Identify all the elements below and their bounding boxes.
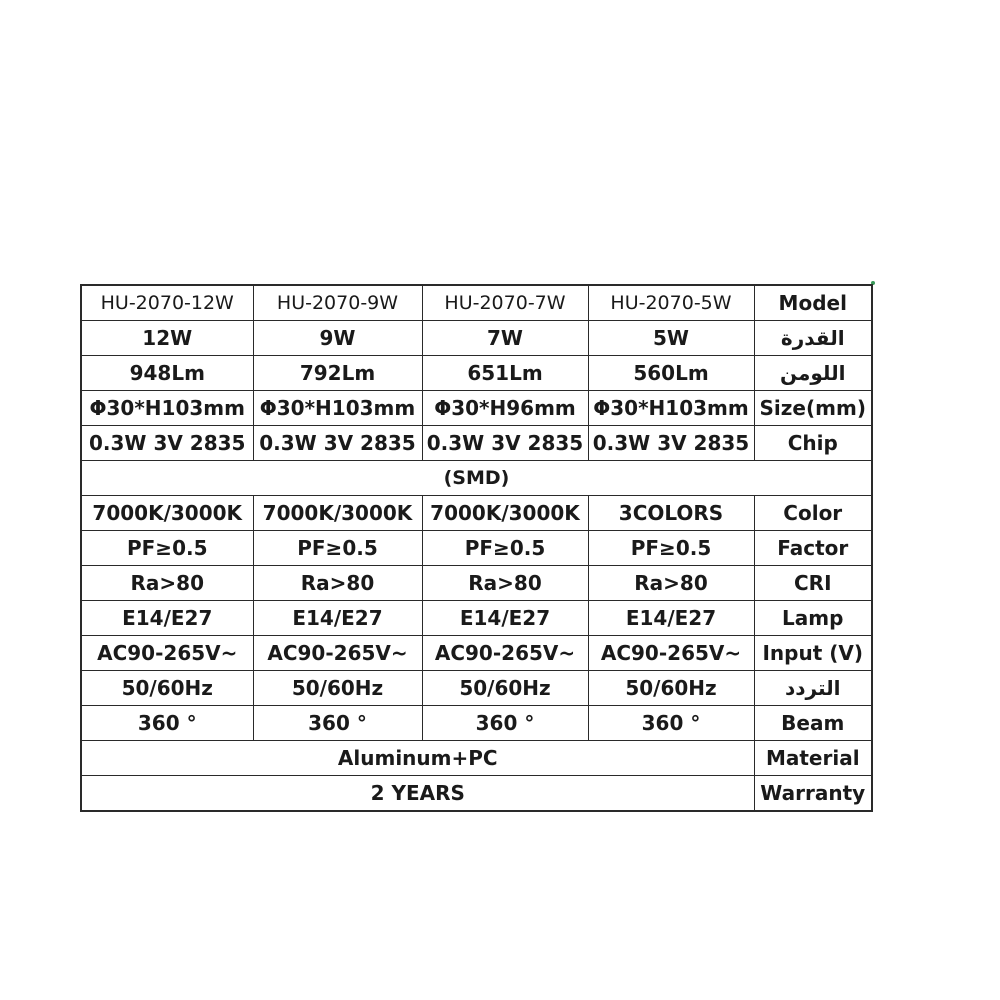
value-cell: E14/E27: [588, 601, 754, 636]
warranty-value: 2 YEARS: [81, 776, 754, 812]
table-row-cri: [81, 566, 872, 601]
row-label: Factor: [754, 531, 872, 566]
value-cell: 360 °: [588, 706, 754, 741]
value-cell: 0.3W 3V 2835: [588, 426, 754, 461]
table-row-warranty: [81, 776, 872, 812]
table-row-power: [81, 321, 872, 356]
value-cell: E14/E27: [253, 601, 422, 636]
value-cell: 360 °: [81, 706, 253, 741]
value-cell: 651Lm: [422, 356, 588, 391]
value-cell: Ra>80: [588, 566, 754, 601]
value-cell: PF≥0.5: [422, 531, 588, 566]
value-cell: Φ30*H103mm: [253, 391, 422, 426]
value-cell: 9W: [253, 321, 422, 356]
value-cell: 12W: [81, 321, 253, 356]
value-cell: 792Lm: [253, 356, 422, 391]
model-cell: HU-2070-12W: [81, 285, 253, 321]
row-label: Size(mm): [754, 391, 872, 426]
value-cell: AC90-265V~: [81, 636, 253, 671]
spec-table: [80, 284, 873, 812]
value-cell: 360 °: [253, 706, 422, 741]
table-row-lumen: [81, 356, 872, 391]
value-cell: 50/60Hz: [422, 671, 588, 706]
table-row-material: [81, 741, 872, 776]
table-row-beam: [81, 706, 872, 741]
value-cell: Ra>80: [81, 566, 253, 601]
model-cell: HU-2070-5W: [588, 285, 754, 321]
value-cell: 50/60Hz: [81, 671, 253, 706]
material-value: Aluminum+PC: [81, 741, 754, 776]
row-label: القدرة: [754, 321, 872, 356]
value-cell: 360 °: [422, 706, 588, 741]
row-label: Chip: [754, 426, 872, 461]
table-row-size: [81, 391, 872, 426]
value-cell: 50/60Hz: [253, 671, 422, 706]
value-cell: 3COLORS: [588, 496, 754, 531]
table-row-input: [81, 636, 872, 671]
table-row-lamp: [81, 601, 872, 636]
value-cell: Φ30*H103mm: [588, 391, 754, 426]
table-row-color: [81, 496, 872, 531]
row-label: Material: [754, 741, 872, 776]
value-cell: AC90-265V~: [588, 636, 754, 671]
row-label: Lamp: [754, 601, 872, 636]
value-cell: 560Lm: [588, 356, 754, 391]
row-label: التردد: [754, 671, 872, 706]
row-label: Input (V): [754, 636, 872, 671]
value-cell: 948Lm: [81, 356, 253, 391]
model-cell: HU-2070-7W: [422, 285, 588, 321]
value-cell: PF≥0.5: [588, 531, 754, 566]
row-label: Beam: [754, 706, 872, 741]
value-cell: Ra>80: [253, 566, 422, 601]
value-cell: PF≥0.5: [253, 531, 422, 566]
value-cell: E14/E27: [81, 601, 253, 636]
value-cell: 0.3W 3V 2835: [422, 426, 588, 461]
row-label: Warranty: [754, 776, 872, 812]
table-row-chip-note: [81, 461, 872, 496]
value-cell: Ra>80: [422, 566, 588, 601]
model-cell: HU-2070-9W: [253, 285, 422, 321]
value-cell: Φ30*H96mm: [422, 391, 588, 426]
value-cell: E14/E27: [422, 601, 588, 636]
row-label: Model: [754, 285, 872, 321]
value-cell: AC90-265V~: [253, 636, 422, 671]
table-row-frequency: [81, 671, 872, 706]
value-cell: PF≥0.5: [81, 531, 253, 566]
table-row-model: [81, 285, 872, 321]
value-cell: Φ30*H103mm: [81, 391, 253, 426]
value-cell: 7000K/3000K: [422, 496, 588, 531]
value-cell: 0.3W 3V 2835: [81, 426, 253, 461]
value-cell: AC90-265V~: [422, 636, 588, 671]
row-label: اللومن: [754, 356, 872, 391]
value-cell: 50/60Hz: [588, 671, 754, 706]
value-cell: 7000K/3000K: [253, 496, 422, 531]
value-cell: 0.3W 3V 2835: [253, 426, 422, 461]
table-row-chip: [81, 426, 872, 461]
chip-note-cell: (SMD): [81, 461, 872, 496]
row-label: Color: [754, 496, 872, 531]
row-label: CRI: [754, 566, 872, 601]
value-cell: 5W: [588, 321, 754, 356]
table-row-factor: [81, 531, 872, 566]
value-cell: 7W: [422, 321, 588, 356]
value-cell: 7000K/3000K: [81, 496, 253, 531]
